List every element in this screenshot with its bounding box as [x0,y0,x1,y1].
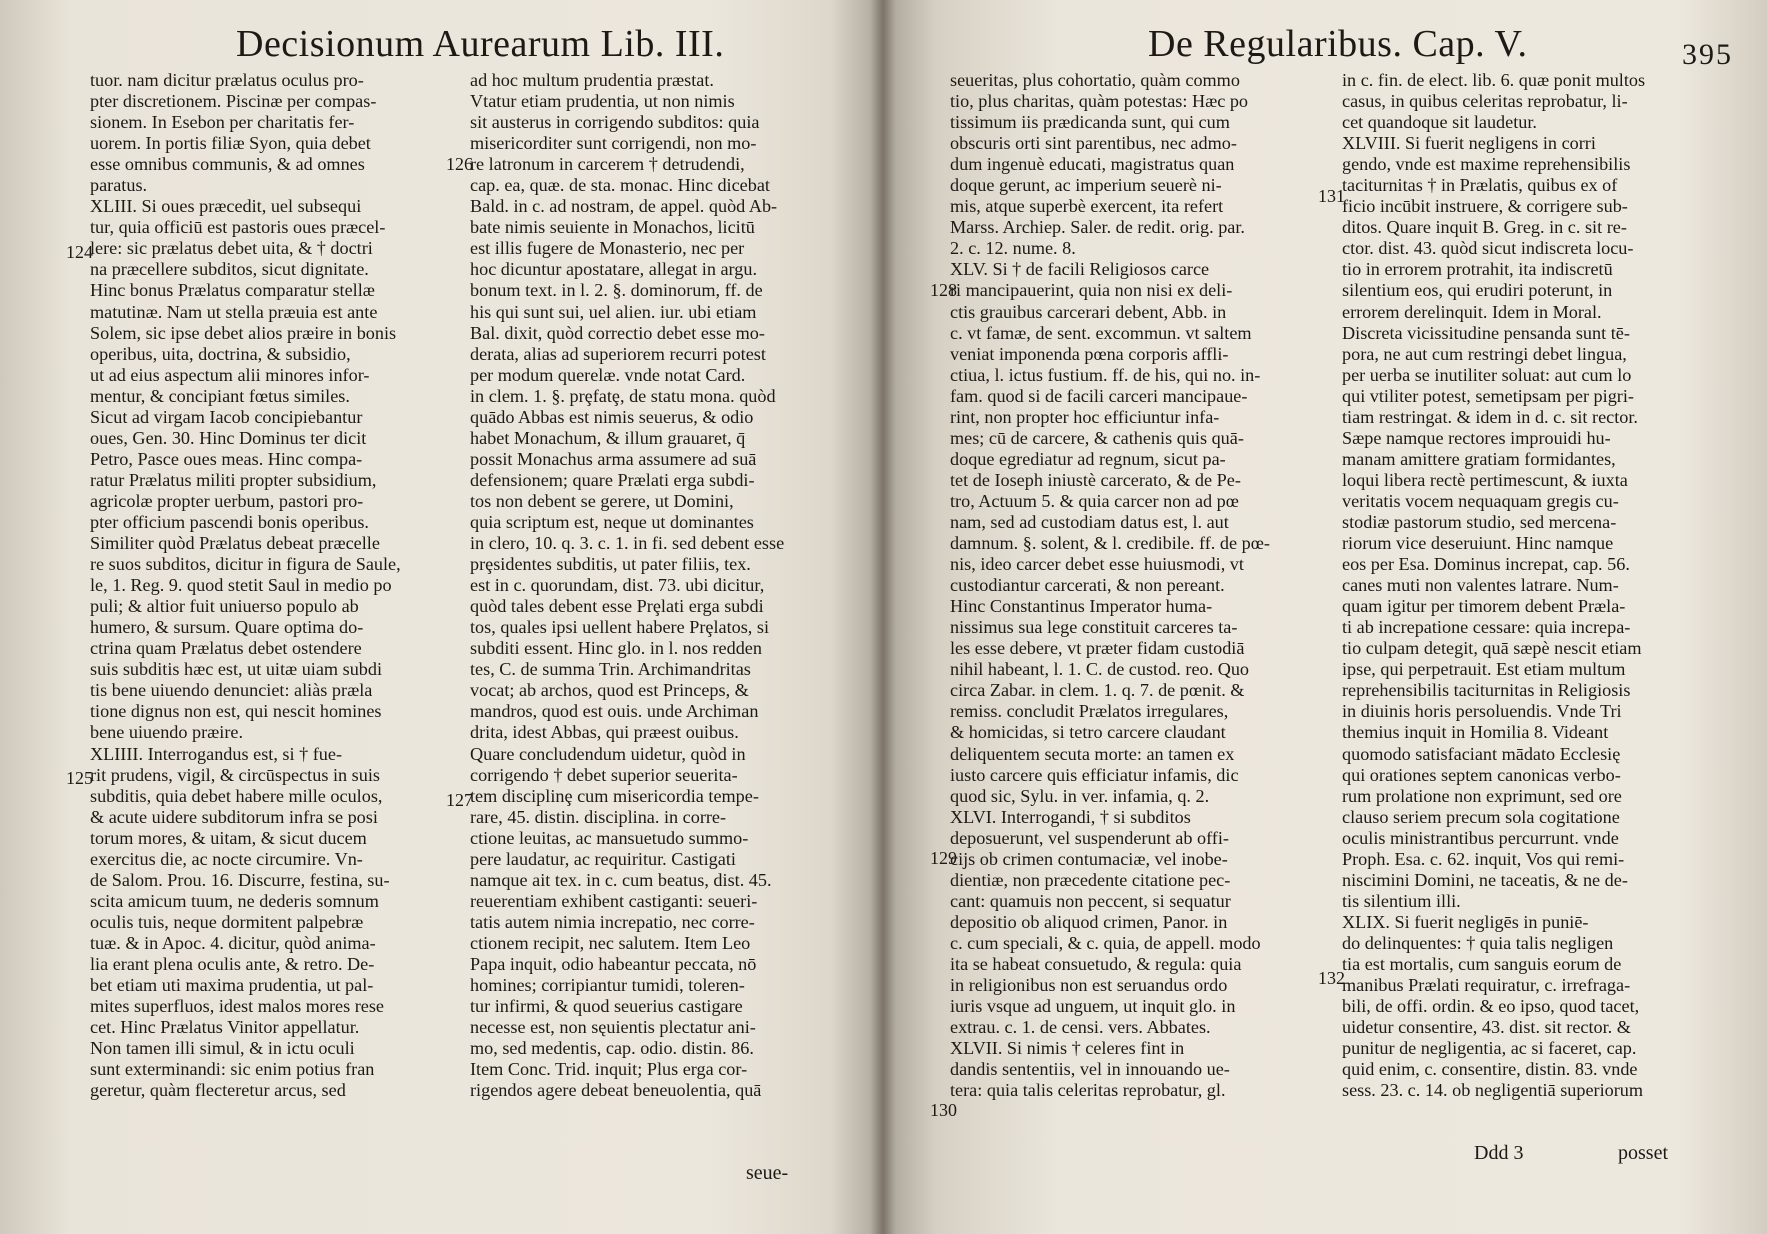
text-line: iuris vsque ad unguem, ut inquit glo. in [950,996,1236,1017]
text-line: Bald. in c. ad nostram, de appel. quòd Ab- [470,196,778,217]
text-line: Hinc bonus Prælatus comparatur stellæ [90,280,375,301]
left-running-head: Decisionum Aurearum Lib. III. [236,23,725,65]
text-line: de Salom. Prou. 16. Discurre, festina, su- [90,869,390,890]
text-line: c. cum speciali, & c. quia, de appell. modo [950,932,1261,953]
text-line: pter officium pascendi bonis operibus. [90,511,369,532]
right-column-2 [1342,70,1704,1101]
text-line: XLIII. Si oues præcedit, uel subsequi [90,196,362,217]
margin-number-126: 126 [446,154,473,174]
text-line: bili, de offi. ordin. & eo ipso, quod tacet, [1342,996,1640,1017]
text-line: bate nimis seuiente in Monachos, licitū [470,217,755,238]
text-line: re suos subditos, dicitur in figura de Saule, [90,554,401,575]
text-line: veritatis vocem nequaquam gregis cu- [1342,490,1619,511]
text-line: tur infirmi, & quod seuerius castigare [470,996,743,1017]
text-line: homines; corripiantur tumidi, toleren- [470,975,745,996]
text-line: nihil habeant, l. 1. C. de custod. reo. Quo [950,659,1250,680]
text-line: operibus, uita, doctrina, & subsidio, [90,343,351,364]
text-line: oculis tuis, neque dormitent palpebræ [90,911,364,932]
right-running-head: De Regularibus. Cap. V. [1148,23,1528,65]
text-line: in clem. 1. §. prȩfatȩ, de statu mona. quòd [470,385,776,406]
text-line: cet. Hinc Prælatus Vinitor appellatur. [90,1017,360,1038]
text-line: ad hoc multum prudentia præstat. [470,70,714,90]
text-line: reprehensibilis taciturnitas in Religiosis [1342,680,1631,701]
text-line: oues, Gen. 30. Hinc Dominus ter dicit [90,427,367,448]
text-line: tur, quia officiū est pastoris oues præcel- [90,217,386,238]
text-line: lia erant plena oculis ante, & retro. De- [90,953,375,974]
text-line: suis subditis hæc est, ut uitæ uiam subdi [90,659,383,680]
left-column-2 [470,70,822,1101]
text-line: qui orationes septem canonicas verbo- [1342,764,1621,785]
text-line: qui vtiliter potest, semetipsam per pigri- [1342,385,1634,406]
text-line: canes muti non valentes latrare. Num- [1342,575,1619,596]
text-line: rit prudens, vigil, & circūspectus in suis [90,764,380,785]
text-line: veniat imponenda pœna corporis affli- [950,343,1229,364]
text-line: tuæ. & in Apoc. 4. dicitur, quòd anima- [90,932,376,953]
text-line: nam, sed ad custodiam datus est, l. aut [950,511,1229,532]
text-line: c. vt famæ, de sent. excommun. vt saltem [950,322,1252,343]
text-line: fam. quod si de facili carceri mancipaue- [950,385,1248,406]
text-line: dum ingenuè educati, magistratus quan [950,154,1235,175]
text-line: puli; & altior fuit uniuerso populo ab [90,596,359,617]
text-line: ficio incūbit instruere, & corrigere sub- [1342,196,1628,217]
text-line: Sicut ad virgam Iacob concipiebantur [90,406,363,427]
text-line: geretur, quàm flecteretur arcus, sed [90,1080,346,1101]
right-catchword: posset [1618,1142,1668,1164]
text-line: uidetur consentire, 43. dist. sit rector. & [1342,1017,1631,1038]
text-line: mes; cū de carcere, & cathenis quis quā- [950,427,1244,448]
text-line: esse omnibus communis, & ad omnes [90,154,365,175]
text-line: Non tamen illi simul, & in ictu oculi [90,1038,355,1059]
text-line: drita, idest Abbas, qui præest ouibus. [470,722,739,743]
text-line: XLIX. Si fuerit negligēs in puniē- [1342,911,1589,932]
text-line: exercitus die, ac nocte circumire. Vn- [90,848,363,869]
text-line: themius inquit in Homilia 8. Videant [1342,722,1609,743]
text-line: mo, sed medentis, cap. odio. distin. 86. [470,1038,754,1059]
text-line: matutinæ. Nam ut stella præuia est ante [90,301,378,322]
text-line: circa Zabar. in clem. 1. q. 7. de pœnit. & [950,680,1245,701]
text-line: Item Conc. Trid. inquit; Plus erga cor- [470,1059,748,1080]
text-line: deposuerunt, vel suspenderunt ab offi- [950,827,1229,848]
text-line: ti ab increpatione cessare: quia increpa- [1342,617,1631,638]
text-line: depositio ob aliquod crimen, Panor. in [950,911,1228,932]
text-line: possit Monachus arma assumere ad suā [470,448,757,469]
text-line: Marss. Archiep. Saler. de redit. orig. par. [950,217,1245,238]
text-line: cet quandoque sit laudetur. [1342,112,1537,133]
text-line: rint, non propter hoc efficiuntur infa- [950,406,1220,427]
margin-number-127: 127 [446,790,473,810]
text-line: per uerba se inutiliter soluat: aut cum lo [1342,364,1632,385]
text-line: iusto carcere quis efficiatur infamis, dic [950,764,1239,785]
text-line: humero, & sursum. Quare optima do- [90,617,364,638]
margin-number-124: 124 [66,242,93,262]
text-line: agricolæ propter uerbum, pastori pro- [90,490,364,511]
text-line: scita amicum tuum, ne dederis somnum [90,890,379,911]
text-line: Bal. dixit, quòd correctio debet esse mo- [470,322,765,343]
text-line: quid enim, c. consentire, distin. 83. vnde [1342,1059,1638,1080]
text-line: clauso seriem precum sola cogitatione [1342,806,1620,827]
text-line: XLVII. Si nimis † celeres fint in [950,1038,1185,1059]
text-line: quam igitur per timorem debent Præla- [1342,596,1626,617]
text-line: bet etiam uti maxima prudentia, ut pal- [90,975,374,996]
text-line: ditos. Quare inquit B. Greg. in c. sit re- [1342,217,1627,238]
text-line: bene uiuendo præire. [90,722,244,743]
text-line: nissimus sua lege constituit carceres ta- [950,617,1238,638]
text-line: casus, in quibus celeritas reprobatur, li- [1342,91,1628,112]
text-line: Vtatur etiam prudentia, ut non nimis [470,91,735,112]
text-line: tio culpam detegit, quā sæpè nescit etiam [1342,638,1642,659]
text-line: tos non debent se gerere, ut Domini, [470,490,734,511]
text-line: cant: quamuis non peccent, si sequatur [950,890,1231,911]
text-line: subditis, quia debet habere mille oculos, [90,785,383,806]
margin-number-125: 125 [66,768,93,788]
text-line: XLV. Si † de facili Religiosos carce [950,259,1210,280]
text-line: tiam restringat. & idem in d. c. sit rector. [1342,406,1638,427]
text-line: le, 1. Reg. 9. quod stetit Saul in medio po [90,575,392,596]
text-line: pora, ne aut cum restringi debet lingua, [1342,343,1627,364]
text-line: obscuris orti sint parentibus, nec admo- [950,133,1237,154]
text-line: tione dignus non est, qui nescit homines [90,701,382,722]
text-line: sunt exterminandi: sic enim potius fran [90,1059,375,1080]
text-line: tro, Actuum 5. & quia carcer non ad pœ [950,490,1239,511]
text-line: uorem. In portis filiæ Syon, quia debet [90,133,371,154]
text-line: hoc dicuntur apostatare, allegat in argu. [470,259,758,280]
text-line: errorem derelinquit. Idem in Moral. [1342,301,1602,322]
text-line: tet de Ioseph iniustè carcerato, & de Pe- [950,469,1241,490]
text-line: tio in errorem protrahit, ita indiscretū [1342,259,1613,280]
text-line: tis bene uiuendo denunciet: aliàs præla [90,680,373,701]
text-line: rigendos agere debeat beneuolentia, quā [470,1080,762,1101]
text-line: corrigendo † debet superior seuerita- [470,764,738,785]
text-line: torum mores, & uitam, & sicut ducem [90,827,367,848]
text-line: reuerentiam exhibent castiganti: seueri- [470,890,758,911]
text-line: est in c. quorundam, dist. 73. ubi dicitur, [470,575,765,596]
text-line: ctor. dist. 43. quòd sicut indiscreta locu- [1342,238,1634,259]
text-line: remiss. concludit Prælatos irregulares, [950,701,1229,722]
text-line: ri mancipauerint, quia non nisi ex deli- [950,280,1233,301]
text-line: dandis sententiis, vel in innouando ue- [950,1059,1230,1080]
text-line: niscimini Domini, ne taceatis, & ne de- [1342,869,1628,890]
text-line: seueritas, plus cohortatio, quàm commo [950,70,1240,90]
right-column-1 [950,70,1296,1101]
left-column-1 [90,70,432,1101]
text-line: quādo Abbas est nimis seuerus, & odio [470,406,754,427]
text-line: his qui sunt sui, uel alien. iur. ubi etiam [470,301,757,322]
text-line: doque egrediatur ad regnum, sicut pa- [950,448,1226,469]
text-line: mites superfluos, idest malos mores rese [90,996,384,1017]
text-line: deliquentem secuta morte: an tamen ex [950,743,1235,764]
text-line: quomodo satisfaciant mādato Ecclesię [1342,743,1621,764]
text-line: ipse, qui perpetrauit. Est etiam multum [1342,659,1626,680]
text-line: cap. ea, quæ. de sta. monac. Hinc dicebat [470,175,770,196]
text-line: manibus Prælati requiratur, c. irrefraga- [1342,975,1631,996]
margin-number-130: 130 [930,1100,957,1120]
text-line: & homicidas, si tetro carcere claudant [950,722,1226,743]
text-line: quia scriptum est, neque ut dominantes [470,511,754,532]
folio-number: 395 [1682,38,1733,71]
text-line: dientiæ, non præcedente citatione pec- [950,869,1231,890]
text-line: misericorditer sunt corrigendi, non mo- [470,133,757,154]
text-line: in clero, 10. q. 3. c. 1. in fi. sed debent esse [470,533,785,554]
text-line: nis, ideo carcer debet esse huiusmodi, vt [950,554,1244,575]
text-line: Proph. Esa. c. 62. inquit, Vos qui remi- [1342,848,1625,869]
text-line: pere laudatur, ac requiritur. Castigati [470,848,736,869]
text-line: na præcellere subditos, sicut dignitate. [90,259,369,280]
text-line: mentur, & concipiant fœtus similes. [90,385,350,406]
margin-number-129: 129 [930,848,957,868]
text-line: Papa inquit, odio habeantur peccata, nō [470,953,757,974]
text-line: loqui libera rectè pertimescunt, & iuxta [1342,469,1628,490]
signature-mark: Ddd 3 [1474,1142,1524,1164]
text-line: XLVI. Interrogandi, † si subditos [950,806,1191,827]
text-line: ctis grauibus carcerari debent, Abb. in [950,301,1227,322]
text-line: necesse est, non sęuientis plectatur ani- [470,1017,756,1038]
text-line: mis, atque superbè exercent, ita refert [950,196,1224,217]
text-line: in religionibus non est seruandus ordo [950,975,1228,996]
margin-number-128: 128 [930,280,957,300]
text-line: ut ad eius aspectum alii minores infor- [90,364,370,385]
text-line: stodiæ pastorum studio, sed mercena- [1342,511,1617,532]
text-line: tuor. nam dicitur prælatus oculus pro- [90,70,364,90]
text-line: ratur Prælatus militi propter subsidium, [90,469,377,490]
text-line: cijs ob crimen contumaciæ, vel inobe- [950,848,1228,869]
text-line: riorum vice deseruiunt. Hinc namque [1342,533,1614,554]
text-line: tia est mortalis, cum sanguis eorum de [1342,953,1622,974]
text-line: tis silentium illi. [1342,890,1461,911]
text-line: & acute uidere subditorum infra se posi [90,806,378,827]
text-line: paratus. [90,175,148,196]
text-line: Similiter quòd Prælatus debeat præcelle [90,533,380,554]
text-line: bonum text. in l. 2. §. dominorum, ff. de [470,280,763,301]
text-line: tes, C. de summa Trin. Archimandritas [470,659,751,680]
text-line: manam amittere gratiam formidantes, [1342,448,1616,469]
text-line: silentium eos, qui erudiri poterunt, in [1342,280,1613,301]
text-line: gendo, vnde est maxime reprehensibilis [1342,154,1631,175]
text-line: in c. fin. de elect. lib. 6. quæ ponit multos [1342,70,1646,90]
text-line: vocat; ab archos, quod est Princeps, & [470,680,749,701]
text-line: eos per Esa. Dominus increpat, cap. 56. [1342,554,1630,575]
margin-number-131: 131 [1318,186,1345,206]
text-line: taciturnitas † in Prælatis, quibus ex of [1342,175,1618,196]
text-line: mandros, quod est ouis. unde Archiman [470,701,759,722]
text-line: tem disciplinȩ cum misericordia tempe- [470,785,759,806]
text-line: doque gerunt, ac imperium seuerè ni- [950,175,1222,196]
text-line: oculis ministrantibus percurrunt. vnde [1342,827,1619,848]
text-line: XLIIII. Interrogandus est, si † fue- [90,743,343,764]
text-line: quòd tales debent esse Prȩlati erga subdi [470,596,764,617]
text-line: prȩsidentes subditis, ut pater filiis, tex. [470,554,751,575]
text-line: rare, 45. distin. disciplina. in corre- [470,806,727,827]
text-line: Quare concludendum uidetur, quòd in [470,743,746,764]
text-line: ctiua, l. ictus fustium. ff. de his, qui no. in- [950,364,1261,385]
text-line: in diuinis horis persoluendis. Vnde Tri [1342,701,1622,722]
text-line: est illis fugere de Monasterio, nec per [470,238,745,259]
text-line: Hinc Constantinus Imperator huma- [950,596,1213,617]
right-page [890,0,1767,1234]
text-line: tos, quales ipsi uellent habere Prȩlatos, si [470,617,770,638]
text-line: punitur de negligentia, ac si faceret, cap. [1342,1038,1637,1059]
text-line: pter discretionem. Piscinæ per compas- [90,91,377,112]
text-line: quod sic, Sylu. in ver. infamia, q. 2. [950,785,1210,806]
text-line: extrau. c. 1. de censi. vers. Abbates. [950,1017,1211,1038]
text-line: lere: sic prælatus debet uita, & † doctri [90,238,373,259]
text-line: namque ait tex. in c. cum beatus, dist. 45. [470,869,772,890]
text-line: per modum querelæ. vnde notat Card. [470,364,746,385]
text-line: defensionem; quare Prælati erga subdi- [470,469,755,490]
text-line: Sæpe namque rectores improuidi hu- [1342,427,1611,448]
text-line: habet Monachum, & illum grauaret, q̄ [470,427,746,448]
text-line: derata, alias ad superiorem recurri potest [470,343,766,364]
text-line: tissimum iis prædicanda sunt, qui cum [950,112,1230,133]
text-line: do delinquentes: † quia talis negligen [1342,932,1614,953]
text-line: sess. 23. c. 14. ob negligentiā superiorum [1342,1080,1644,1101]
text-line: subditi essent. Hinc glo. in l. nos redden [470,638,762,659]
text-line: ctione leuitas, ac mansuetudo summo- [470,827,749,848]
text-line: ctrina quam Prælatus debet ostendere [90,638,362,659]
text-line: re latronum in carcerem † detrudendi, [470,154,745,175]
text-line: Solem, sic ipse debet alios præire in bonis [90,322,397,343]
text-line: Petro, Pasce oues meas. Hinc compa- [90,448,363,469]
left-catchword: seue- [746,1162,789,1184]
text-line: ctionem recipit, nec salutem. Item Leo [470,932,751,953]
text-line: custodiantur carcerati, & non pereant. [950,575,1225,596]
text-line: 2. c. 12. nume. 8. [950,238,1076,259]
text-line: damnum. §. solent, & l. credibile. ff. de pœ- [950,533,1270,554]
text-line: tatis autem nimia increpatio, nec corre- [470,911,755,932]
text-line: les esse debere, vt præter fidam custodiā [950,638,1245,659]
margin-number-132: 132 [1318,968,1345,988]
left-page [0,0,880,1234]
text-line: tera: quia talis celeritas reprobatur, gl. [950,1080,1226,1101]
text-line: rum prolatione non exprimunt, sed ore [1342,785,1622,806]
text-line: Discreta vicissitudine pensanda sunt tē- [1342,322,1630,343]
text-line: ita se habeat consuetudo, & regula: quia [950,953,1242,974]
text-line: sionem. In Esebon per charitatis fer- [90,112,355,133]
text-line: XLVIII. Si fuerit negligens in corri [1342,133,1596,154]
text-line: tio, plus charitas, quàm potestas: Hæc po [950,91,1249,112]
text-line: sit austerus in corrigendo subditos: quia [470,112,760,133]
